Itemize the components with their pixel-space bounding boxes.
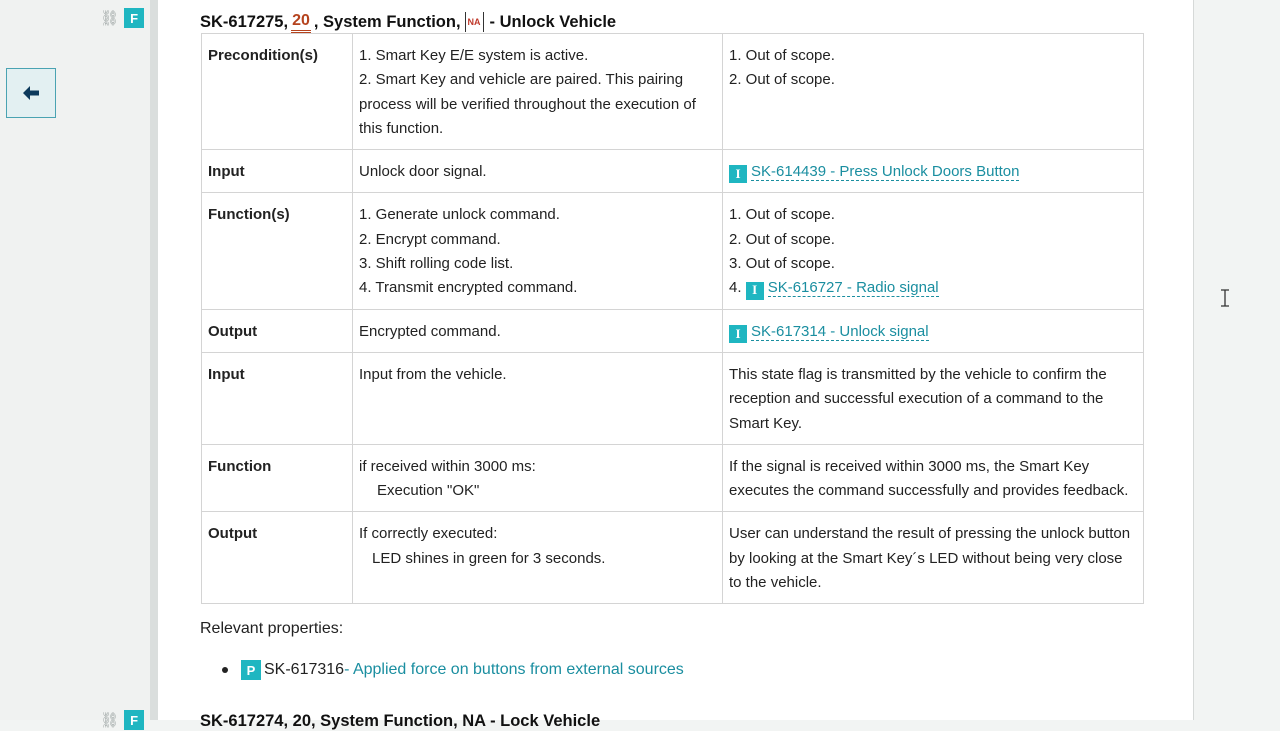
table-row (202, 150, 1144, 193)
row-label: Input (202, 352, 353, 444)
row-description (353, 352, 723, 444)
text-line: If the signal is received within 3000 ms, the Smart Key executes the command successfully and provides feedback. (729, 457, 1129, 500)
next-item-heading: SK-617274, 20, System Function, NA - Lock Vehicle (200, 712, 601, 730)
text-line: User can understand the result of pressing the unlock button by looking at the Smart Key´s LED without being very close to the vehicle. (729, 525, 1131, 592)
text-line: 3. Out of scope. (729, 255, 835, 273)
text-line: 1. Out of scope. (729, 206, 835, 224)
text-line: 2. Out of scope. (729, 71, 835, 89)
reference-link[interactable]: SK-614439 - Press Unlock Doors Button (751, 163, 1020, 181)
item-title: - Unlock Vehicle (489, 12, 617, 31)
row-note (723, 34, 1144, 150)
scroll-gutter (150, 0, 158, 720)
row-note (723, 352, 1144, 444)
table-row (202, 309, 1144, 352)
text-line: 1. Out of scope. (729, 47, 835, 64)
reference-link[interactable]: SK-616727 - Radio signal (767, 279, 939, 297)
item-heading (200, 10, 616, 34)
item-id: SK-617275, (200, 12, 289, 31)
reference-link[interactable]: SK-617314 - Unlock signal (751, 322, 929, 340)
property-id: SK-617316 (264, 661, 345, 678)
function-spec-table (201, 33, 1144, 604)
text-line: 2. Encrypt command. (359, 230, 501, 248)
table-row (202, 352, 1144, 444)
row-note (723, 309, 1144, 352)
table-row (202, 34, 1144, 150)
row-label: Function(s) (202, 193, 353, 309)
text-line: 2. Smart Key and vehicle are paired. This pairing process will be verified throughout the execution of this function. (359, 71, 696, 137)
information-icon: I (746, 282, 764, 300)
text-line: 4. Transmit encrypted command. (359, 279, 578, 297)
row-note (723, 444, 1144, 512)
row-label: Function (202, 444, 353, 512)
row-label: Output (202, 512, 353, 604)
item-type: , System Function, (313, 12, 461, 31)
text-line: Unlock door signal. (359, 163, 487, 181)
information-icon: I (729, 325, 747, 343)
property-list-item (222, 660, 684, 680)
text-line: if received within 3000 ms: (359, 457, 536, 475)
row-description (353, 309, 723, 352)
row-label: Input (202, 150, 353, 193)
text-line: 2. Out of scope. (729, 230, 835, 248)
property-link[interactable]: - Applied force on buttons from external sources (344, 661, 684, 678)
property-badge: P (241, 660, 261, 680)
number-badge: 20 (291, 12, 311, 33)
row-description (353, 444, 723, 512)
right-margin (1194, 0, 1280, 720)
text-line: Input from the vehicle. (359, 365, 507, 383)
table-row (202, 444, 1144, 512)
link-icon[interactable]: ⛓ (100, 710, 120, 729)
function-badge: F (124, 710, 144, 730)
text-line: LED shines in green for 3 seconds. (372, 549, 606, 567)
arrow-left-icon (23, 86, 39, 100)
row-description (353, 512, 723, 604)
text-line: 1. Generate unlock command. (359, 206, 560, 224)
table-row (202, 512, 1144, 604)
row-note (723, 150, 1144, 193)
row-description (353, 34, 723, 150)
row-description (353, 150, 723, 193)
item-markers (100, 8, 144, 28)
text-line: 1. Smart Key E/E system is active. (359, 47, 589, 64)
text-line: 3. Shift rolling code list. (359, 255, 514, 273)
na-badge: NA (465, 12, 484, 32)
text-line: Execution "OK" (377, 482, 480, 500)
text-line: Encrypted command. (359, 322, 501, 340)
row-label: Output (202, 309, 353, 352)
function-badge: F (124, 8, 144, 28)
text-cursor-icon (1220, 289, 1230, 307)
row-note (723, 512, 1144, 604)
text-line: 4. (729, 279, 742, 297)
bullet-icon (222, 667, 228, 673)
row-note (723, 193, 1144, 309)
link-icon[interactable]: ⛓ (100, 8, 120, 27)
next-item-markers (100, 710, 144, 730)
information-icon: I (729, 165, 747, 183)
text-line: This state flag is transmitted by the vehicle to confirm the reception and successful execution of a command to the Smart Key. (729, 365, 1107, 432)
table-row (202, 193, 1144, 309)
back-button[interactable] (6, 68, 56, 118)
relevant-properties-heading: Relevant properties: (200, 620, 344, 637)
text-line: If correctly executed: (359, 525, 498, 543)
row-description (353, 193, 723, 309)
row-label: Precondition(s) (202, 34, 353, 150)
